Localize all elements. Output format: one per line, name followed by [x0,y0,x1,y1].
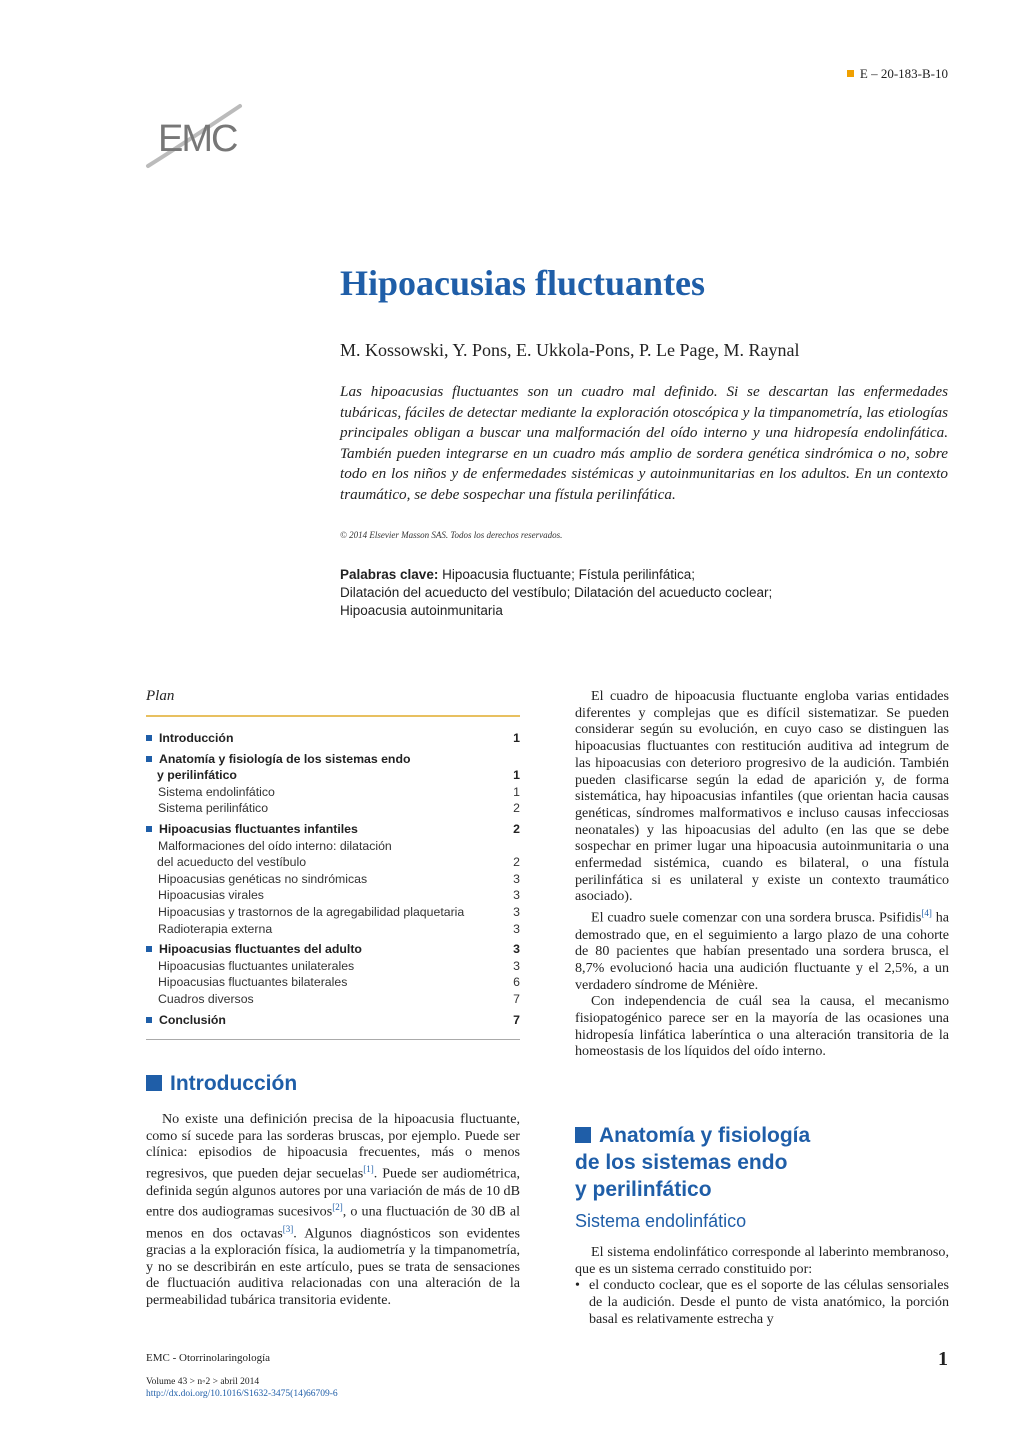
svg-text:EMC: EMC [158,118,237,160]
toc-item[interactable]: Malformaciones del oído interno: dilatación [158,838,392,853]
volume-info: Volume 43 > n◦2 > abril 2014 http://dx.doi.org/10.1016/S1632-3475(14)66709-6 [146,1377,338,1399]
toc-item[interactable]: Hipoacusias fluctuantes infantiles 2 [146,821,520,838]
toc-item[interactable]: Introducción 1 [146,730,520,747]
paragraph: El cuadro suele comenzar con una sordera brusca. Psifidis[4] ha demostrado que, en el seguimiento a largo plazo de una cohorte de 80 pacientes que habían presentado una sordera brusca, el 8,7% evolucionó hacia una audición fluctuante y el 2,5%, a un verdadero síndrome de Ménière. [575,908,949,993]
abstract: Las hipoacusias fluctuantes son un cuadro mal definido. Si se descartan las enfermedades tubáricas, fáciles de detectar mediante la exploración otoscópica y la timpanometría, las etiologías principales obligan a buscar una malformación del oído interno y una hidropesía endolinfática. También pueden integrarse en un cuadro más amplio de sordera genética sindrómica o no, sobre todo en los niños y de enfermedades sistémicas y autoinmunitarias en los adultos. En un contexto traumático, se debe sospechar una fístula perilinfática. [340,383,948,503]
square-bullet-icon [146,756,152,762]
article-title: Hipoacusias fluctuantes [340,263,706,303]
keywords-label: Palabras clave: [340,567,439,582]
paragraph: No existe una definición precisa de la hipoacusia fluctuante, como sí sucede para las sorderas bruscas, por ejemplo. Puede ser clínica: episodios de hipoacusia frecuentes, más o menos regresivos, que pueden dejar secuelas[1]. Puede ser audiométrica, definida según algunos autores por una variación de más de 10 dB entre dos audiogramas sucesivos[2], o una fluctuación de 30 dB al menos en dos octavas[3]. Algunos diagnósticos son evidentes gracias a la exploración física, la audiometría y la timpanometría, y no se describirán en este artículo, pues se trata de sensaciones de fluctuación auditiva relacionadas con una alteración de la permeabilidad tubárica transitoria evidente. [146,1111,520,1309]
doi-link[interactable]: http://dx.doi.org/10.1016/S1632-3475(14)66709-6 [146,1389,338,1399]
list-item: • el conducto coclear, que es el soporte de las células sensoriales de la audición. Desde el punto de vista anatómico, la porción basal es relativamente estrecha y [575,1277,949,1327]
toc-item[interactable]: y perilinfático 1 [157,768,520,783]
reference-link[interactable]: [2] [332,1202,343,1213]
paragraph: El cuadro de hipoacusia fluctuante engloba varias entidades diferentes y complejas que es difícil sistematizar. Se pueden considerar según su evolución, en cuyo caso se distinguen las hipoacusias fluctuantes con restitución auditiva ad integrum de las hipoacusias con deterioro progresivo de la audición. También pueden clasificarse según la edad de aparición y, de forma sistemática, hay hipoacusias infantiles (que orientan hacia causas genéticas, síndromes malformativos e incluso causas infecciosas neonatales) y las hipoacusias del adulto (en las que se debe sospechar en primer lugar una hipoacusia autoinmunitaria o una enfermedad sistémica, cuando es bilateral, o una fístula perilinfática si es unilateral y existe un contexto traumático asociado). [575,688,949,905]
keywords: Palabras clave: Hipoacusia fluctuante; Fístula perilinfática; Dilatación del acueducto del vestíbulo; Dilatación del acueducto coclear; Hipoacusia autoinmunitaria [340,567,773,618]
orange-square-icon [847,70,854,77]
toc-item[interactable]: Hipoacusias virales 3 [158,888,520,903]
toc-item[interactable]: Sistema endolinfático 1 [158,784,520,799]
toc-item[interactable]: Hipoacusias fluctuantes unilaterales 3 [158,958,520,973]
reference-link[interactable]: [4] [921,908,932,919]
toc-item[interactable]: Hipoacusias fluctuantes bilaterales 6 [158,975,520,990]
plan-bottom-divider [146,1039,520,1040]
square-bullet-icon [146,946,152,952]
toc-item[interactable]: Anatomía y fisiología de los sistemas endo [146,751,520,768]
page-number: 1 [938,1348,948,1370]
plan-toc [146,726,520,1028]
section-heading-introduccion: Introducción [146,1070,297,1097]
paragraph: Con independencia de cuál sea la causa, el mecanismo fisiopatogénico parece ser en la mayoría de las ocasiones una hidropesía linfática laberíntica o una alteración transitoria de la homeostasis de los líquidos del oído interno. [575,993,949,1060]
section-square-icon [575,1127,591,1143]
toc-item[interactable]: Conclusión 7 [146,1012,520,1029]
plan-title: Plan [146,688,175,704]
article-code: E – 20-183-B-10 [847,66,948,82]
intro-body [146,1111,520,1309]
endolinfatico-body [575,1244,949,1328]
authors: M. Kossowski, Y. Pons, E. Ukkola-Pons, P. Le Page, M. Raynal [340,340,800,360]
emc-logo [140,96,250,176]
toc-item[interactable]: Sistema perilinfático 2 [158,801,520,816]
toc-item[interactable]: Radioterapia externa 3 [158,921,520,936]
square-bullet-icon [146,1017,152,1023]
toc-item[interactable]: Hipoacusias genéticas no sindrómicas 3 [158,871,520,886]
journal-name: EMC - Otorrinolaringología [146,1352,271,1364]
square-bullet-icon [146,735,152,741]
copyright: © 2014 Elsevier Masson SAS. Todos los derechos reservados. [340,530,563,540]
plan-divider [146,715,520,717]
toc-item[interactable]: Cuadros diversos 7 [158,991,520,1006]
paragraph: El sistema endolinfático corresponde al laberinto membranoso, que es un sistema cerrado constituido por: [575,1244,949,1277]
square-bullet-icon [146,826,152,832]
reference-link[interactable]: [3] [282,1223,294,1234]
section-heading-anatomia: Anatomía y fisiología de los sistemas endo y perilinfático [575,1124,811,1201]
toc-item[interactable]: Hipoacusias y trastornos de la agregabilidad plaquetaria 3 [158,904,520,919]
right-column-body [575,688,949,1060]
section-square-icon [146,1075,162,1091]
toc-item[interactable]: Hipoacusias fluctuantes del adulto 3 [146,941,520,958]
reference-link[interactable]: [1] [363,1164,374,1175]
toc-item[interactable]: del acueducto del vestíbulo 2 [157,855,520,870]
subsection-heading: Sistema endolinfático [575,1211,747,1231]
